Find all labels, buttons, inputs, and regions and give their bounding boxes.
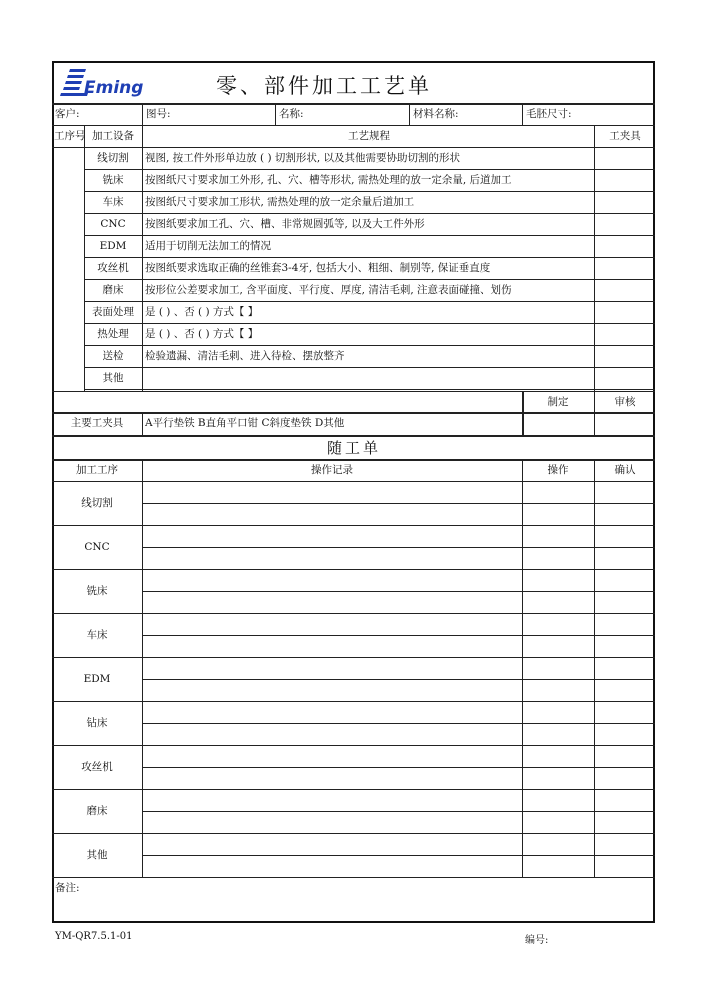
- grid-line: [409, 103, 410, 125]
- grid-line: [84, 323, 655, 324]
- grid-line: [594, 459, 595, 877]
- customer-label: 客户:: [55, 108, 80, 120]
- drawing-no-label: 图号:: [146, 108, 171, 120]
- grid-line: [142, 503, 655, 504]
- grid-line: [142, 125, 143, 391]
- grid-line: [84, 125, 85, 391]
- grid-line: [142, 679, 655, 680]
- operator-col-header: 操作: [547, 464, 569, 476]
- eming-logo: [60, 67, 148, 97]
- main-fixtures-label: 主要工夹具: [70, 417, 124, 429]
- grid-line: [84, 367, 655, 368]
- doc-code: YM-QR7.5.1-01: [55, 931, 133, 942]
- grid-line: [142, 635, 655, 636]
- grid-line: [142, 855, 655, 856]
- blank-size-label: 毛胚尺寸:: [526, 108, 572, 120]
- traveler-process: 钻床: [86, 717, 108, 729]
- material-label: 材料名称:: [413, 108, 459, 120]
- traveler-process: 其他: [86, 849, 108, 861]
- process-equipment: 攻丝机: [97, 262, 129, 274]
- record-col-header: 操作记录: [311, 464, 353, 476]
- process-spec: 检验遗漏、清洁毛刺、进入待检、摆放整齐: [145, 350, 345, 362]
- grid-line: [84, 169, 655, 170]
- spec-header: 工艺规程: [348, 130, 390, 142]
- process-equipment: EDM: [99, 240, 127, 252]
- process-spec: 按形位公差要求加工, 含平面度、平行度、厚度, 清洁毛刺, 注意表面碰撞、划伤: [145, 284, 512, 296]
- step-no-header: 工序号: [54, 130, 86, 142]
- reviewed-label: 审核: [614, 396, 636, 408]
- traveler-process: 磨床: [86, 805, 108, 817]
- grid-line: [84, 389, 655, 390]
- process-equipment: 送检: [102, 350, 124, 362]
- traveler-process: CNC: [84, 541, 110, 553]
- grid-line: [84, 279, 655, 280]
- page-title: 零、部件加工工艺单: [216, 74, 432, 98]
- grid-line: [522, 459, 523, 877]
- process-equipment: 线切割: [97, 152, 129, 164]
- process-equipment: CNC: [100, 218, 126, 230]
- grid-line: [522, 391, 524, 435]
- equipment-header: 加工设备: [92, 130, 134, 142]
- process-spec: 视图, 按工件外形单边放 ( ) 切割形状, 以及其他需要协助切割的形状: [145, 152, 461, 164]
- process-equipment: 热处理: [97, 328, 129, 340]
- fixture-header: 工夹具: [609, 130, 641, 142]
- process-spec: 是 ( ) 、否 ( ) 方式【 】: [145, 306, 259, 318]
- grid-line: [52, 391, 655, 392]
- confirm-col-header: 确认: [614, 464, 636, 476]
- traveler-process: 车床: [86, 629, 108, 641]
- grid-line: [142, 767, 655, 768]
- process-spec: 按图纸要求加工孔、穴、槽、非常规圆弧等, 以及大工件外形: [145, 218, 425, 230]
- grid-line: [52, 877, 655, 878]
- process-equipment: 铣床: [102, 174, 124, 186]
- prepared-label: 制定: [547, 396, 569, 408]
- grid-line: [594, 391, 595, 435]
- grid-line: [142, 412, 143, 435]
- process-equipment: 其他: [102, 372, 124, 384]
- grid-line: [142, 103, 143, 125]
- grid-line: [84, 235, 655, 236]
- process-spec: 适用于切削无法加工的情况: [145, 240, 271, 252]
- process-equipment: 车床: [102, 196, 124, 208]
- grid-line: [142, 591, 655, 592]
- process-spec: 按图纸尺寸要求加工外形, 孔、穴、槽等形状, 需热处理的放一定余量, 后道加工: [145, 174, 512, 186]
- name-label: 名称:: [279, 108, 304, 120]
- grid-line: [142, 547, 655, 548]
- grid-line: [84, 301, 655, 302]
- traveler-process: 铣床: [86, 585, 108, 597]
- grid-line: [594, 125, 595, 391]
- traveler-process: 攻丝机: [81, 761, 113, 773]
- process-spec: 按图纸要求选取正确的丝锥套3-4牙, 包括大小、粗细、制别等, 保证垂直度: [145, 262, 491, 274]
- grid-line: [142, 459, 143, 877]
- process-spec: 按图纸尺寸要求加工形状, 需热处理的放一定余量后道加工: [145, 196, 415, 208]
- process-equipment: 表面处理: [92, 306, 134, 318]
- number-label: 编号:: [525, 935, 549, 946]
- main-fixtures-value: A平行垫铁 B直角平口钳 C斜度垫铁 D其他: [145, 417, 345, 429]
- process-col-header: 加工工序: [76, 464, 118, 476]
- grid-line: [275, 103, 276, 125]
- remarks-label: 备注:: [55, 882, 80, 894]
- grid-line: [84, 257, 655, 258]
- grid-line: [84, 213, 655, 214]
- grid-line: [142, 723, 655, 724]
- traveler-process: EDM: [83, 673, 111, 685]
- process-equipment: 磨床: [102, 284, 124, 296]
- grid-line: [522, 103, 523, 125]
- traveler-process: 线切割: [81, 497, 113, 509]
- grid-line: [142, 811, 655, 812]
- svg-text:Eming: Eming: [84, 78, 144, 97]
- traveler-title: 随工单: [327, 439, 382, 457]
- process-spec: 是 ( ) 、否 ( ) 方式【 】: [145, 328, 259, 340]
- grid-line: [84, 345, 655, 346]
- grid-line: [84, 191, 655, 192]
